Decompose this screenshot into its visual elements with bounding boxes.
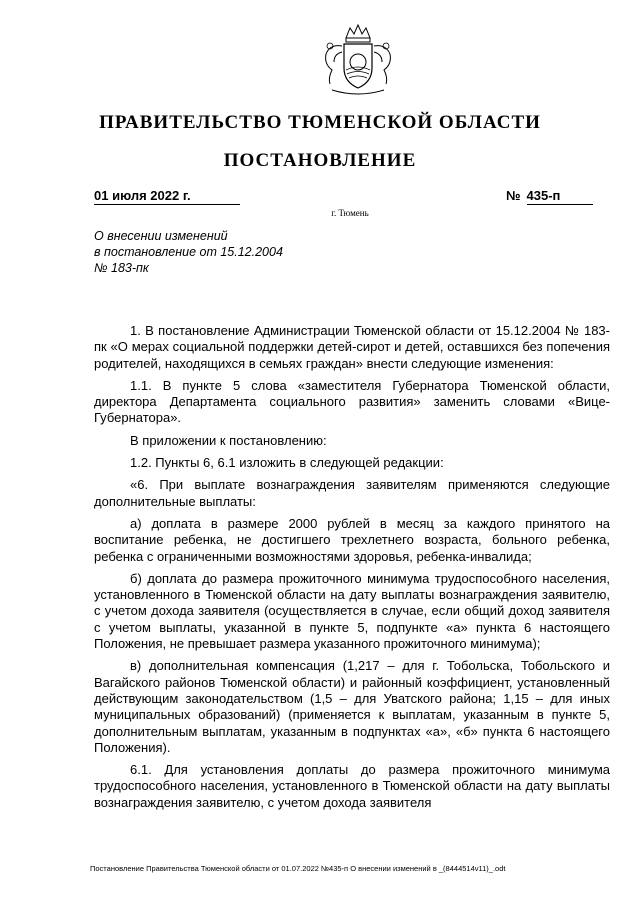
number-value: 435-п: [527, 187, 593, 205]
document-subject: [94, 228, 354, 276]
paragraph: 1.2. Пункты 6, 6.1 изложить в следующей редакции:: [130, 455, 444, 471]
paragraph: В приложении к постановлению:: [130, 432, 327, 448]
document-type: ПОСТАНОВЛЕНИЕ: [223, 150, 417, 171]
city: г. Тюмень: [331, 208, 369, 218]
paragraph: б) доплата до размера прожиточного минимума трудоспособного населения, установленного в Тюменской области на дату выплаты вознаграждения заявителю, с учетом дохода заявителя (осуществляется в случае, если общий доход заявителя с учетом выплаты, указанной в пункте 5, подпункте «а» пункта 6 настоящего Положения, не превышает размера указанного прожиточного минимума);: [94, 570, 610, 652]
paragraph: 6.1. Для установления доплаты до размера прожиточного минимума трудоспособного населения, установленного в Тюменской области на дату выплаты вознаграждения заявителю, с учетом дохода заявителя: [94, 762, 610, 810]
paragraph: 1. В постановление Администрации Тюменской области от 15.12.2004 № 183-пк «О мерах социальной поддержки детей-сирот и детей, оставшихся без попечения родителей, находящихся в семьях граждан» внести следующие изменения:: [94, 323, 610, 371]
subject-line: в постановление от 15.12.2004: [94, 245, 283, 259]
document-body: [94, 323, 610, 817]
subject-line: О внесении изменений: [94, 229, 228, 243]
subject-line: № 183-пк: [94, 261, 149, 275]
paragraph: «6. При выплате вознаграждения заявителям применяются следующие дополнительные выплаты:: [94, 477, 610, 509]
paragraph: 1.1. В пункте 5 слова «заместителя Губернатора Тюменской области, директора Департамента социального развития» заменить словами «Вице-Губернатора».: [94, 377, 610, 426]
government-title: ПРАВИТЕЛЬСТВО ТЮМЕНСКОЙ ОБЛАСТИ: [99, 112, 541, 133]
document-number: [506, 187, 604, 205]
document-date: 01 июля 2022 г.: [94, 187, 240, 205]
paragraph: а) доплата в размере 2000 рублей в месяц за каждого принятого на воспитание ребенка, не достигшего трехлетнего возраста, больного ребенка, ребенка с ограниченными возможностями здоровья, ребенка-инвалида;: [94, 515, 610, 564]
paragraph: в) дополнительная компенсация (1,217 – для г. Тобольска, Тобольского и Вагайского районов Тюменской области) и районный коэффициент, установленный действующим законодательством (1,5 – для Уватского района; 1,15 – для иных муниципальных образований) (применяется к выплатам, указанным в пункте 5, дополнительным выплатам, указанным в подпунктах «а», «б» пункта 6 настоящего Положения).: [94, 658, 610, 755]
page-footer: Постановление Правительства Тюменской области от 01.07.2022 №435-п О внесении изменений в _(8444514v11)_.odt: [90, 864, 506, 873]
coat-of-arms-icon: [316, 22, 400, 102]
number-sign: №: [506, 188, 521, 203]
